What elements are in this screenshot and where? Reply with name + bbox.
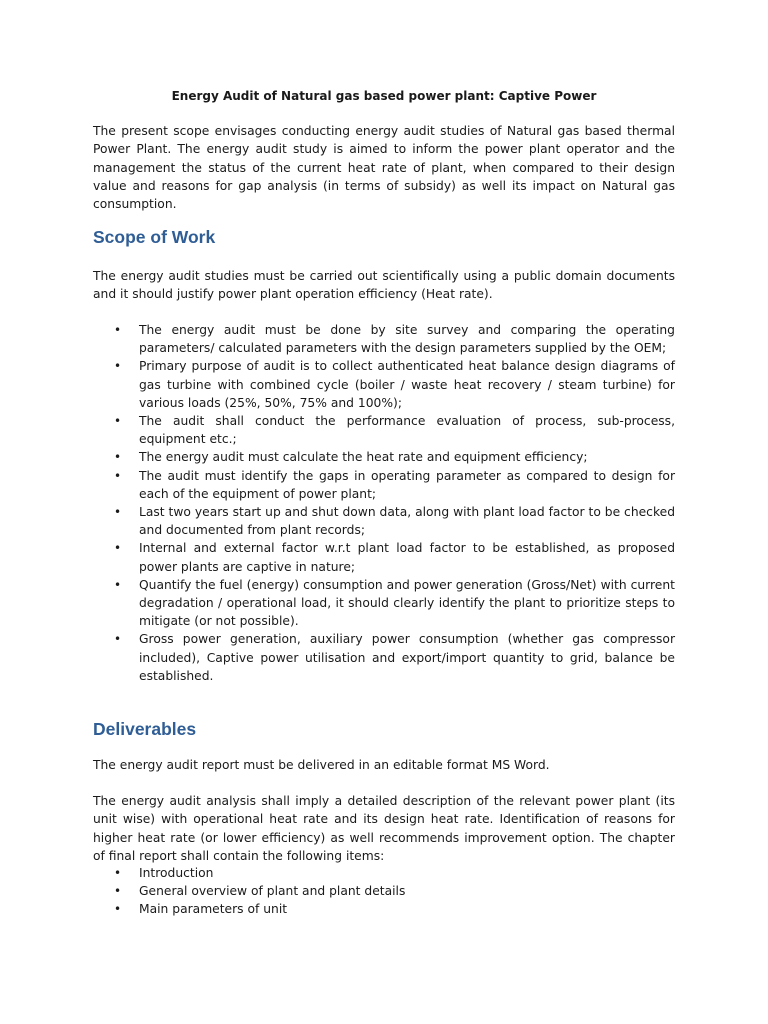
scope-list-item: • The energy audit must calculate the heat rate and equipment efficiency; <box>93 448 675 466</box>
scope-list-item: • The audit shall conduct the performance evaluation of process, sub-process, equipment etc.; <box>114 414 675 447</box>
deliverables-list-item: • General overview of plant and plant details <box>93 882 675 900</box>
bullet-icon: • <box>114 902 122 917</box>
scope-list-item: • Quantify the fuel (energy) consumption and power generation (Gross/Net) with current degradation / operational load, it should clearly identify the plant to prioritize steps to mitigate (or not possible). <box>114 577 675 629</box>
scope-heading: Scope of Work <box>93 227 216 247</box>
deliverables-list <box>93 864 675 919</box>
bullet-icon: • <box>114 505 122 520</box>
bullet-icon: • <box>114 866 122 880</box>
bullet-icon: • <box>114 577 122 592</box>
bullet-icon: • <box>114 632 122 647</box>
scope-list-item: • Gross power generation, auxiliary power consumption (whether gas compressor included), Captive power utilisation and export/import quantity to grid, balance be established. <box>114 632 675 683</box>
bullet-icon: • <box>114 541 122 556</box>
scope-list-item: • Last two years start up and shut down data, along with plant load factor to be checked and documented from plant records; <box>114 505 675 538</box>
scope-list-item: • The audit must identify the gaps in operating parameter as compared to design for each of the equipment of power plant; <box>114 468 675 501</box>
scope-paragraph: The energy audit studies must be carried out scientifically using a public domain documents and it should justify power plant operation efficiency (Heat rate). <box>93 269 675 302</box>
bullet-icon: • <box>114 450 122 465</box>
scope-list <box>93 321 675 685</box>
deliverables-list-item: • Main parameters of unit <box>93 900 675 918</box>
intro-paragraph: The present scope envisages conducting energy audit studies of Natural gas based thermal Power Plant. The energy audit study is aimed to inform the power plant operator and the management the status of the current heat rate of plant, when compared to their design value and reasons for gap analysis (in terms of subsidy) as well its impact on Natural gas consumption. <box>93 124 675 212</box>
bullet-icon: • <box>114 323 122 337</box>
bullet-icon: • <box>114 884 122 899</box>
bullet-icon: • <box>114 414 122 429</box>
scope-list-item: • Primary purpose of audit is to collect authenticated heat balance design diagrams of gas turbine with combined cycle (boiler / waste heat recovery / steam turbine) for various loads (25%, 50%, 75% and 100%); <box>114 359 675 410</box>
deliverables-list-item: • Introduction <box>93 864 675 882</box>
deliverables-heading: Deliverables <box>93 719 197 739</box>
deliverables-paragraph-2: The energy audit analysis shall imply a detailed description of the relevant power plant (its unit wise) with operational heat rate and its design heat rate. Identification of reasons for higher heat rate (or lower efficiency) as well recommends improvement option. The chapter of final report shall contain the following items: <box>93 794 675 863</box>
bullet-icon: • <box>114 359 122 374</box>
deliverables-paragraph-1: The energy audit report must be delivered in an editable format MS Word. <box>93 758 550 772</box>
bullet-icon: • <box>114 468 122 483</box>
scope-list-item: • Internal and external factor w.r.t plant load factor to be established, as proposed power plants are captive in nature; <box>114 541 675 574</box>
document-title: Energy Audit of Natural gas based power plant: Captive Power <box>171 89 597 103</box>
scope-list-item: • The energy audit must be done by site survey and comparing the operating parameters/ calculated parameters with the design parameters supplied by the OEM; <box>114 323 675 356</box>
